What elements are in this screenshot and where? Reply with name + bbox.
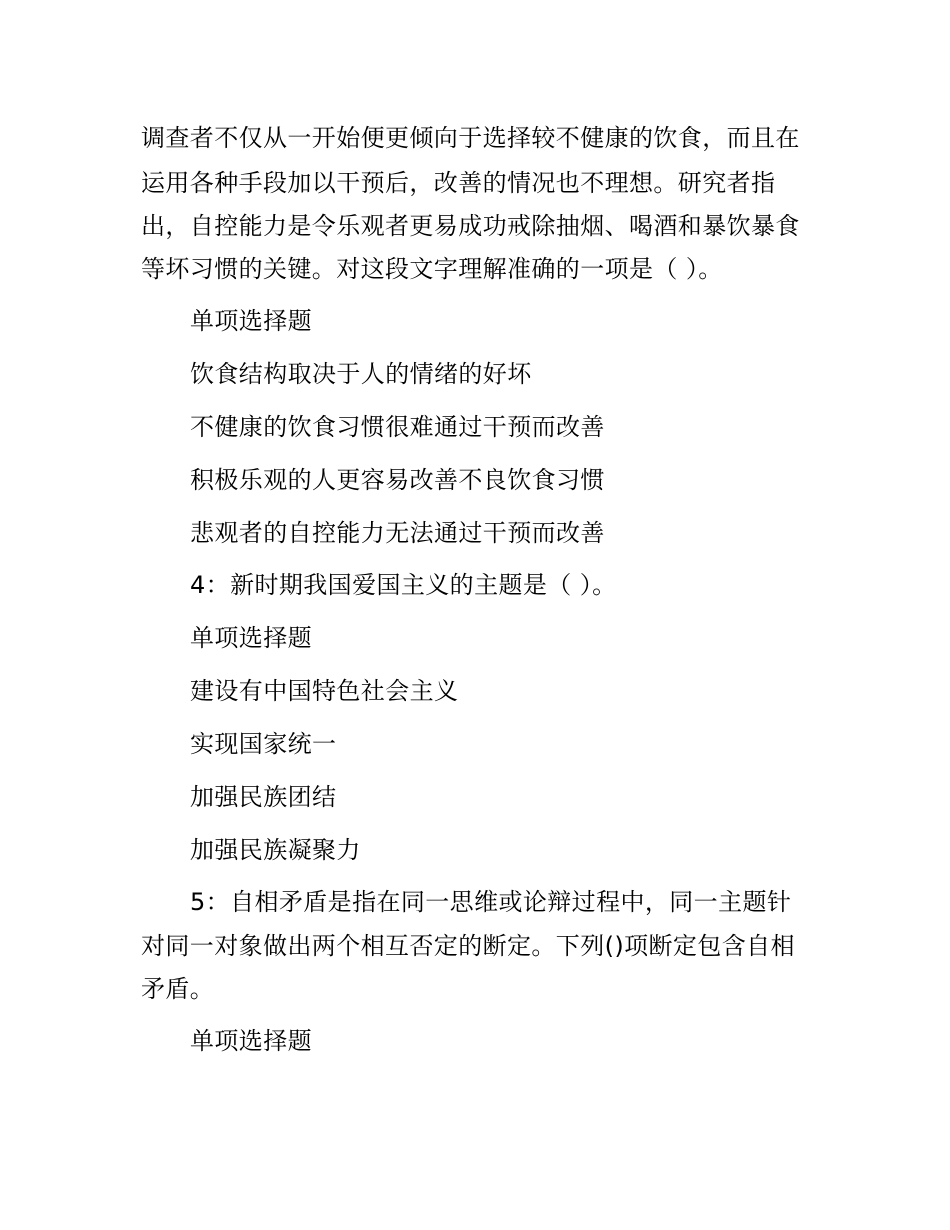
- q4-option-4: 加强民族凝聚力: [190, 836, 361, 864]
- q3-stem-line-3: 出，自控能力是令乐观者更易成功戒除抽烟、喝酒和暴饮暴食: [141, 212, 800, 240]
- q3-option-3: 积极乐观的人更容易改善不良饮食习惯: [190, 466, 605, 494]
- q5-stem-line-1: 5：自相矛盾是指在同一思维或论辩过程中，同一主题针: [190, 888, 792, 916]
- q5-stem-line-3: 矛盾。: [141, 975, 215, 1003]
- q3-stem-line-1: 调查者不仅从一开始便更倾向于选择较不健康的饮食，而且在: [141, 124, 800, 152]
- q4-option-2: 实现国家统一: [190, 730, 337, 758]
- q3-option-1: 饮食结构取决于人的情绪的好坏: [190, 360, 532, 388]
- q3-stem-line-4: 等坏习惯的关键。对这段文字理解准确的一项是（ ）。: [141, 255, 723, 283]
- q4-option-1: 建设有中国特色社会主义: [190, 677, 459, 705]
- q3-stem-line-2: 运用各种手段加以干预后，改善的情况也不理想。研究者指: [141, 169, 776, 197]
- q5-question-type: 单项选择题: [190, 1027, 312, 1055]
- q3-question-type: 单项选择题: [190, 307, 312, 335]
- q3-option-4: 悲观者的自控能力无法通过干预而改善: [190, 519, 605, 547]
- q4-question-type: 单项选择题: [190, 624, 312, 652]
- q4-option-3: 加强民族团结: [190, 783, 337, 811]
- q3-option-2: 不健康的饮食习惯很难通过干预而改善: [190, 413, 605, 441]
- q4-stem: 4：新时期我国爱国主义的主题是（ ）。: [190, 571, 617, 599]
- q5-stem-line-2: 对同一对象做出两个相互否定的断定。下列()项断定包含自相: [141, 932, 795, 960]
